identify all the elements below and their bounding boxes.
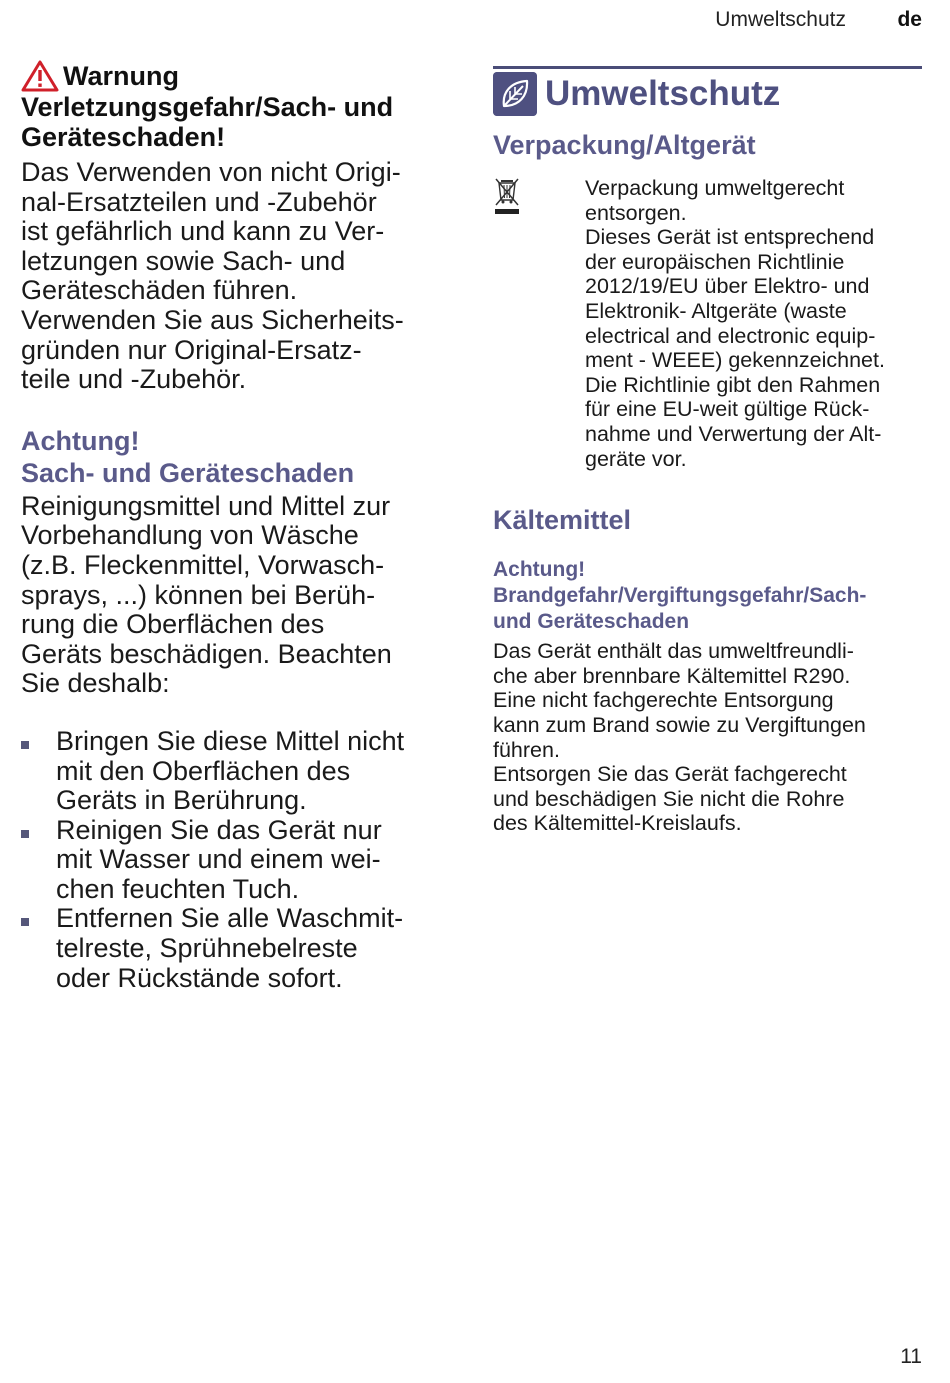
text-line: oder Rückstände sofort. bbox=[56, 962, 343, 993]
bullet-list bbox=[21, 727, 451, 993]
text-line: Geräteschäden führen. bbox=[21, 275, 298, 306]
text-line: electrical and electronic equip- bbox=[585, 323, 876, 348]
text-line: Eine nicht fachgerechte Entsorgung bbox=[493, 688, 834, 713]
text-line: gründen nur Original-Ersatz- bbox=[21, 334, 362, 365]
running-header-language: de bbox=[897, 8, 922, 31]
bullet-square-icon bbox=[21, 918, 29, 926]
list-item bbox=[21, 816, 451, 905]
refrigerant-text bbox=[493, 639, 923, 836]
section-title: Umweltschutz bbox=[545, 74, 781, 113]
achtung-label: Achtung! bbox=[21, 425, 140, 456]
text-line: letzungen sowie Sach- und bbox=[21, 245, 346, 276]
running-header bbox=[0, 8, 922, 36]
text-line: ment - WEEE) gekennzeichnet. bbox=[585, 348, 885, 373]
list-item bbox=[21, 727, 451, 816]
text-line: des Kältemittel-Kreislaufs. bbox=[493, 811, 742, 836]
text-line: Geräts in Berührung. bbox=[56, 785, 307, 816]
text-line: mit Wasser und einem wei- bbox=[56, 844, 381, 875]
text-line: Geräts beschädigen. Beachten bbox=[21, 638, 392, 669]
bullet-square-icon bbox=[21, 741, 29, 749]
weee-block bbox=[493, 176, 923, 471]
text-line: Dieses Gerät ist entsprechend bbox=[585, 225, 875, 250]
text-line: der europäischen Richtlinie bbox=[585, 249, 845, 274]
text-line: Das Verwenden von nicht Origi- bbox=[21, 157, 401, 187]
text-line: Vorbehandlung von Wäsche bbox=[21, 520, 359, 551]
achtung-heading bbox=[21, 425, 451, 489]
text-line: nal-Ersatzteilen und -Zubehör bbox=[21, 186, 377, 217]
warning-text bbox=[21, 158, 451, 395]
warning-heading bbox=[21, 60, 451, 152]
list-item bbox=[21, 904, 451, 993]
bullet-square-icon bbox=[21, 830, 29, 838]
refrigerant-heading: Kältemittel bbox=[493, 505, 632, 536]
refrigerant-achtung-heading bbox=[493, 557, 923, 635]
text-line: entsorgen. bbox=[585, 200, 687, 225]
right-column bbox=[493, 66, 923, 836]
achtung-text bbox=[21, 492, 451, 699]
text-line: geräte vor. bbox=[585, 446, 687, 471]
warning-title-rest: Verletzungsgefahr/Sach- und Geräteschaden! bbox=[21, 92, 394, 152]
text-line: Verwenden Sie aus Sicherheits- bbox=[21, 304, 404, 335]
text-line: führen. bbox=[493, 737, 560, 762]
text-line: teile und -Zubehör. bbox=[21, 364, 247, 395]
text-line: Bringen Sie diese Mittel nicht bbox=[56, 725, 405, 756]
text-line: Entfernen Sie alle Waschmit- bbox=[56, 903, 404, 934]
left-column bbox=[21, 60, 451, 993]
text-line: Brandgefahr/Vergiftungsgefahr/Sach- bbox=[493, 584, 867, 608]
text-line: telreste, Sprühnebelreste bbox=[56, 933, 358, 964]
section-rule bbox=[493, 66, 922, 69]
text-line: mit den Oberflächen des bbox=[56, 755, 351, 786]
text-line: Das Gerät enthält das umweltfreundli- bbox=[493, 639, 854, 664]
text-line: rung die Oberflächen des bbox=[21, 609, 325, 640]
text-line: kann zum Brand sowie zu Vergiftungen bbox=[493, 712, 866, 737]
leaf-icon bbox=[493, 72, 537, 116]
text-line: und beschädigen Sie nicht die Rohre bbox=[493, 786, 845, 811]
text-line: Sie deshalb: bbox=[21, 668, 170, 699]
warning-triangle-icon bbox=[21, 60, 59, 92]
text-line: ist gefährlich und kann zu Ver- bbox=[21, 216, 385, 247]
running-header-section: Umweltschutz bbox=[715, 8, 846, 31]
page-number: 11 bbox=[900, 1345, 922, 1368]
text-line: Entsorgen Sie das Gerät fachgerecht bbox=[493, 762, 847, 787]
packaging-heading: Verpackung/Altgerät bbox=[493, 130, 756, 160]
text-line: 2012/19/EU über Elektro- und bbox=[585, 274, 870, 299]
text-line: für eine EU-weit gültige Rück- bbox=[585, 397, 870, 422]
crossed-bin-icon bbox=[493, 176, 521, 216]
text-line: (z.B. Fleckenmittel, Vorwasch- bbox=[21, 549, 385, 580]
text-line: chen feuchten Tuch. bbox=[56, 873, 300, 904]
text-line: Verpackung umweltgerecht bbox=[585, 176, 845, 200]
text-line: Reinigungsmittel und Mittel zur bbox=[21, 490, 391, 521]
section-header bbox=[493, 66, 923, 116]
text-line: nahme und Verwertung der Alt- bbox=[585, 421, 882, 446]
text-line: sprays, ...) können bei Berüh- bbox=[21, 579, 376, 610]
warning-label: Warnung bbox=[63, 61, 179, 91]
achtung-subtitle: Sach- und Geräteschaden bbox=[21, 457, 355, 488]
text-line: und Geräteschaden bbox=[493, 610, 690, 634]
text-line: che aber brennbare Kältemittel R290. bbox=[493, 663, 851, 688]
text-line: Reinigen Sie das Gerät nur bbox=[56, 814, 382, 845]
text-line: Die Richtlinie gibt den Rahmen bbox=[585, 372, 881, 397]
packaging-text bbox=[585, 176, 923, 471]
text-line: Elektronik- Altgeräte (waste bbox=[585, 298, 847, 323]
refrigerant-achtung-label: Achtung! bbox=[493, 558, 586, 582]
